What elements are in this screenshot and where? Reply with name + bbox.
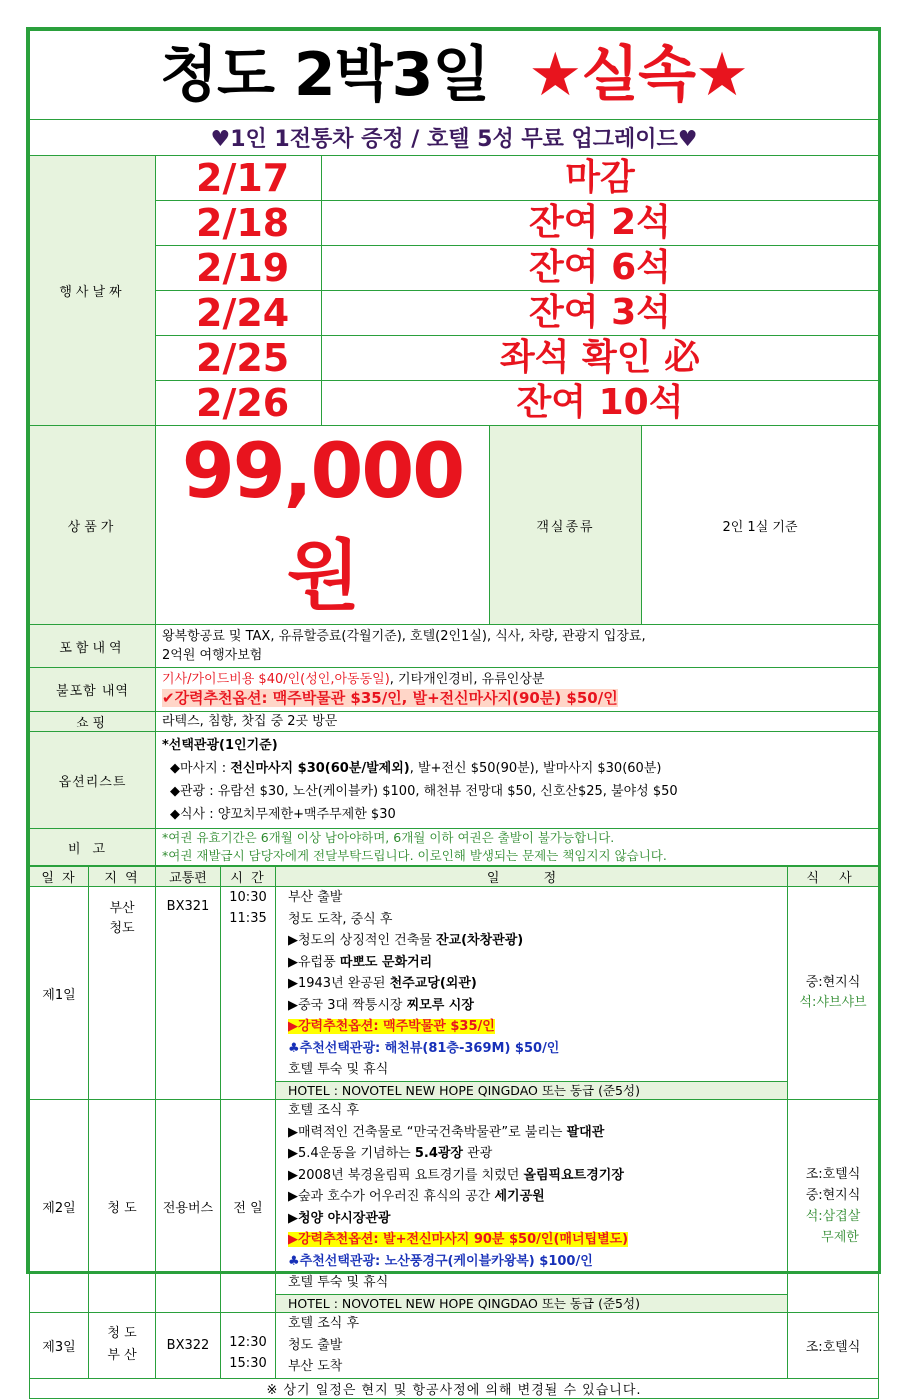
- itinerary-item: [288, 1122, 787, 1144]
- itinerary-sheet: [26, 27, 881, 1398]
- meal-dinner: 석:삼겹살: [805, 1209, 861, 1224]
- options-head: *선택관광(1인기준): [162, 738, 278, 753]
- itinerary-item: 청도 도착, 중식 후: [288, 911, 393, 927]
- day-label: 제1일: [30, 887, 89, 1100]
- itinerary-item: [288, 1143, 787, 1165]
- itinerary-cell: [276, 1100, 788, 1313]
- recommended-option: ▶강력추천옵션: 맥주박물관 $35/인: [288, 1019, 495, 1034]
- seat-status: 잔여 10석: [322, 381, 879, 426]
- meal-lunch: 중:현지식: [805, 1188, 861, 1203]
- price-value: 99,000원: [156, 426, 490, 625]
- excluded-label: 불포함 내역: [30, 668, 156, 712]
- time-arrive: 11:35: [229, 911, 267, 926]
- included-line: 2억원 여행자보험: [162, 648, 263, 663]
- itinerary-item: [288, 995, 787, 1017]
- remark-line: *여권 유효기간은 6개월 이상 남아야하며, 6개월 이하 여권은 출발이 불가능합니다.: [162, 830, 615, 845]
- optional-tour: ♣추천선택관광: 해천뷰(81층-369M) $50/인: [288, 1040, 560, 1056]
- date-cell: 2/18: [156, 201, 322, 246]
- itinerary-item: [288, 1186, 787, 1208]
- region-to: 부 산: [107, 1348, 137, 1364]
- itinerary-item: 호텔 조식 후: [288, 1103, 360, 1118]
- item-text: ▶청도의 상징적인 건축물: [288, 933, 436, 948]
- transport-cell: BX321: [156, 887, 221, 1100]
- seat-status: 마감: [322, 156, 879, 201]
- region-cell: [89, 887, 156, 1100]
- meal-dinner: 석:샤브샤브: [799, 995, 867, 1010]
- tour-options: ◆관광 : 유람선 $30, 노산(케이블카) $100, 해천뷰 전망대 $50, 신호산$25, 불야성 $50: [170, 784, 678, 799]
- item-bold: 잔교(차창관광): [435, 933, 524, 948]
- item-bold: 따뽀도 문화거리: [339, 954, 433, 970]
- meal-breakfast: 조:호텔식: [805, 1167, 861, 1182]
- item-text: ▶1943년 완공된: [288, 976, 390, 991]
- item-text: ▶숲과 호수가 어우러진 휴식의 공간: [288, 1189, 495, 1204]
- item-text: ▶중국 3대 짝퉁시장: [288, 997, 407, 1013]
- schedule-row-day2: [30, 1100, 879, 1313]
- item-bold: 올림픽요트경기장: [523, 1167, 624, 1183]
- item-bold: 찌모루 시장: [406, 997, 474, 1013]
- date-cell: 2/26: [156, 381, 322, 426]
- region-cell: 청 도: [89, 1100, 156, 1313]
- room-type-value: 2인 1실 기준: [642, 426, 879, 625]
- col-header-day: 일 자: [30, 867, 89, 887]
- itinerary-item: 호텔 투숙 및 휴식: [288, 1062, 389, 1077]
- time-depart: 12:30: [229, 1335, 267, 1351]
- itinerary-item: 호텔 투숙 및 휴식: [288, 1275, 389, 1290]
- schedule-table: [29, 866, 879, 1399]
- time-cell: [221, 887, 276, 1100]
- room-type-label: 객실종류: [490, 426, 642, 625]
- meal-cell: [788, 887, 879, 1100]
- item-bold: 세기공원: [494, 1189, 545, 1204]
- itinerary-item: [288, 952, 787, 974]
- itinerary-item: ▶청양 야시장관광: [288, 1210, 391, 1226]
- itinerary-item: 부산 도착: [288, 1359, 343, 1374]
- time-arrive: 15:30: [229, 1356, 267, 1372]
- guide-fee: 기사/가이드비용 $40/인(성인,아동동일): [162, 672, 390, 687]
- item-text: 관광: [463, 1146, 493, 1161]
- seat-status: 잔여 6석: [322, 246, 879, 291]
- itinerary-cell: [276, 887, 788, 1100]
- price-label: 상품가: [30, 426, 156, 625]
- region-from: 청 도: [107, 1326, 137, 1342]
- itinerary-item: 부산 출발: [288, 890, 343, 905]
- included-line: 왕복항공료 및 TAX, 유류할증료(각월기준), 호텔(2인1실), 식사, 차량, 관광지 입장료,: [162, 629, 646, 644]
- meal-options: ◆식사 : 양꼬치무제한+맥주무제한 $30: [170, 807, 396, 822]
- seat-status: 좌석 확인 必: [322, 336, 879, 381]
- itinerary-item: [288, 973, 787, 995]
- meal-cell: 조:호텔식: [788, 1313, 879, 1379]
- transport-cell: 전용버스: [156, 1100, 221, 1313]
- seat-status: 잔여 3석: [322, 291, 879, 336]
- meal-dinner-note: 무제한: [821, 1230, 859, 1245]
- remarks-label: 비고: [30, 829, 156, 866]
- itinerary-item: 호텔 조식 후: [288, 1316, 360, 1331]
- item-text: ▶유럽풍: [288, 954, 340, 970]
- hotel-info: HOTEL : NOVOTEL NEW HOPE QINGDAO 또는 동급 (준5성): [276, 1294, 787, 1312]
- region-cell: [89, 1313, 156, 1379]
- shopping-text: 라텍스, 침향, 찻집 중 2곳 방문: [156, 712, 879, 732]
- hotel-info: HOTEL : NOVOTEL NEW HOPE QINGDAO 또는 동급 (준5성): [276, 1081, 787, 1099]
- schedule-row-day3: [30, 1313, 879, 1379]
- meal-cell: [788, 1100, 879, 1313]
- itinerary-item: [288, 930, 787, 952]
- item-text: ▶2008년 북경올림픽 요트경기를 치렀던: [288, 1167, 524, 1183]
- item-bold: 천주교당(외관): [389, 976, 477, 991]
- itinerary-item: [288, 1165, 787, 1187]
- recommended-option: ▶강력추천옵션: 발+전신마사지 90분 $50/인(매너팁별도): [288, 1232, 629, 1247]
- included-label: 포함내역: [30, 625, 156, 668]
- item-bold: 5.4광장: [414, 1146, 463, 1161]
- day-label: 제2일: [30, 1100, 89, 1313]
- included-text: [156, 625, 879, 668]
- region-from: 부산: [109, 901, 135, 916]
- meal-lunch: 중:현지식: [805, 975, 861, 990]
- date-cell: 2/17: [156, 156, 322, 201]
- schedule-row-day1: [30, 887, 879, 1100]
- remark-line: *여권 재발급시 담당자에게 전달부탁드립니다. 이로인해 발생되는 문제는 책임지지 않습니다.: [162, 848, 667, 863]
- date-cell: 2/25: [156, 336, 322, 381]
- options-text: [156, 732, 879, 829]
- excluded-text: [156, 668, 879, 712]
- seat-status: 잔여 2석: [322, 201, 879, 246]
- item-bold: 팔대관: [566, 1124, 605, 1140]
- itinerary-cell: [276, 1313, 788, 1379]
- col-header-itinerary: 일 정: [276, 867, 788, 887]
- optional-tour: ♣추천선택관광: 노산풍경구(케이블카왕복) $100/인: [288, 1253, 593, 1269]
- day-label: 제3일: [30, 1313, 89, 1379]
- transport-cell: BX322: [156, 1313, 221, 1379]
- page-title: 청도 2박3일: [160, 40, 490, 110]
- title-banner: [30, 31, 879, 120]
- badge-title: ★실속★: [528, 40, 748, 110]
- col-header-region: 지 역: [89, 867, 156, 887]
- date-cell: 2/19: [156, 246, 322, 291]
- time-cell: 전 일: [221, 1100, 276, 1313]
- col-header-time: 시 간: [221, 867, 276, 887]
- date-cell: 2/24: [156, 291, 322, 336]
- time-depart: 10:30: [229, 890, 267, 905]
- time-cell: [221, 1313, 276, 1379]
- massage-prefix: ◆마사지 :: [170, 761, 231, 776]
- shopping-label: 쇼핑: [30, 712, 156, 732]
- remarks-text: [156, 829, 879, 866]
- excluded-rest: , 기타개인경비, 유류인상분: [389, 672, 545, 687]
- col-header-meal: 식 사: [788, 867, 879, 887]
- itinerary-item: 청도 출발: [288, 1337, 343, 1353]
- massage-rest: , 발+전신 $50(90분), 발마사지 $30(60분): [409, 761, 662, 776]
- footnote: ※ 상기 일정은 현지 및 항공사정에 의해 변경될 수 있습니다.: [30, 1378, 879, 1398]
- region-to: 청도: [109, 921, 135, 936]
- item-text: ▶5.4운동을 기념하는: [288, 1146, 415, 1161]
- product-info-table: [29, 30, 879, 866]
- item-text: ▶매력적인 건축물로 “만국건축박물관”로 불리는: [288, 1124, 567, 1140]
- subtitle: ♥1인 1전통차 증정 / 호텔 5성 무료 업그레이드♥: [30, 120, 879, 156]
- departure-label: 행사날짜: [30, 156, 156, 426]
- massage-bold: 전신마사지 $30(60분/발제외): [230, 761, 410, 776]
- recommended-option: ✔강력추천옵션: 맥주박물관 $35/인, 발+전신마사지(90분) $50/인: [162, 689, 618, 707]
- options-label: 옵션리스트: [30, 732, 156, 829]
- col-header-transport: 교통편: [156, 867, 221, 887]
